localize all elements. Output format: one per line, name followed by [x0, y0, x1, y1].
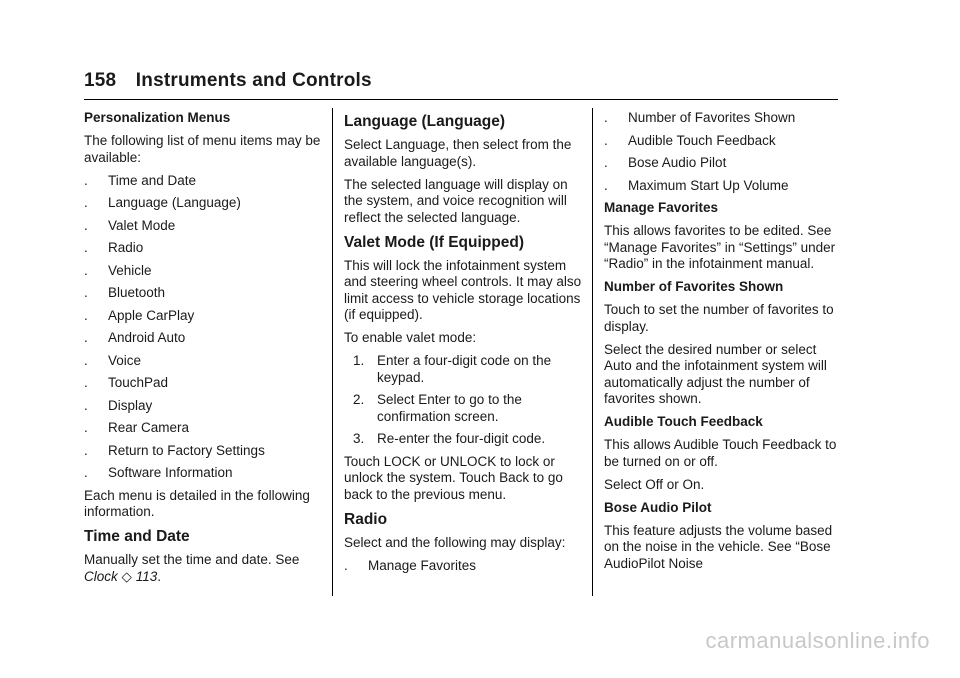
bose-audio-pilot-text: This feature adjusts the volume based on the noise in the vehicle. See “Bose AudioPilot Noise [604, 522, 833, 571]
bullet: . [84, 195, 88, 210]
valet-heading: Valet Mode (If Equipped) [344, 233, 524, 251]
bullet: . [84, 465, 88, 480]
bullet: . [344, 557, 348, 573]
column-3 [604, 110, 840, 579]
bullet: . [84, 442, 88, 458]
bullet: . [84, 375, 88, 390]
step-item: 3. Re-enter the four-digit code. [353, 431, 546, 446]
number-favorites-text-2: Select the desired number or select Auto and the infotainment system will automatically adjust the number of favorites shown. [604, 341, 827, 406]
bullet: . [604, 132, 608, 148]
time-date-text: Manually set the time and date. See Clock ◇ 113. [84, 552, 300, 584]
bullet: . [84, 262, 88, 278]
audible-feedback-heading: Audible Touch Feedback [604, 414, 763, 429]
bullet: . [604, 110, 608, 125]
list-item: . Bose Audio Pilot [604, 155, 727, 170]
list-item: . Language (Language) [84, 195, 241, 210]
step-item: 1. Enter a four-digit code on the keypad. [353, 353, 552, 385]
list-item: . Audible Touch Feedback [604, 132, 776, 148]
bullet: . [84, 240, 88, 255]
radio-list-continued [604, 110, 840, 194]
list-item: . Vehicle [84, 262, 152, 278]
personalization-intro: The following list of menu items may be available: [84, 133, 321, 165]
bullet: . [84, 330, 88, 345]
list-item: . Return to Factory Settings [84, 442, 265, 458]
bullet: . [604, 177, 608, 193]
number-favorites-heading: Number of Favorites Shown [604, 279, 784, 294]
page-number: 158 [84, 70, 117, 91]
list-item: . Rear Camera [84, 420, 190, 435]
radio-list [344, 558, 582, 575]
list-item: . Maximum Start Up Volume [604, 177, 789, 193]
bullet: . [84, 172, 88, 188]
audible-feedback-text-2: Select Off or On. [604, 476, 705, 492]
valet-text-2: To enable valet mode: [344, 330, 477, 345]
header-rule [84, 99, 838, 100]
bullet: . [84, 420, 88, 435]
page-header [84, 70, 372, 92]
list-item: . TouchPad [84, 375, 169, 390]
audible-feedback-text: This allows Audible Touch Feedback to be turned on or off. [604, 437, 837, 469]
list-item: . Display [84, 397, 153, 413]
valet-text-3: Touch LOCK or UNLOCK to lock or unlock the system. Touch Back to go back to the previous menu. [344, 453, 563, 502]
list-item: . Software Information [84, 465, 233, 480]
list-item: . Number of Favorites Shown [604, 110, 796, 125]
bose-audio-pilot-heading: Bose Audio Pilot [604, 499, 712, 515]
list-item: . Manage Favorites [344, 557, 477, 573]
bullet: . [84, 352, 88, 368]
column-divider-1 [332, 108, 333, 596]
bullet: . [604, 155, 608, 170]
language-text-1: Select Language, then select from the available language(s). [344, 137, 572, 169]
clock-reference-link[interactable]: Clock [84, 568, 118, 584]
step-item: 2. Select Enter to go to the confirmation screen. [353, 392, 522, 424]
column-divider-2 [592, 108, 593, 596]
column-1 [84, 110, 322, 592]
manage-favorites-text: This allows favorites to be edited. See “Manage Favorites” in “Settings” under “Radio” in the infotainment manual. [604, 223, 836, 271]
language-heading: Language (Language) [344, 113, 506, 130]
personalization-heading: Personalization Menus [84, 110, 231, 125]
bullet: . [84, 397, 88, 413]
list-item: . Android Auto [84, 330, 186, 345]
bullet: . [84, 217, 88, 233]
personalization-outro: Each menu is detailed in the following information. [84, 487, 310, 519]
clock-page-ref: 113 [135, 568, 158, 584]
page-ref-icon: ◇ [121, 568, 132, 584]
section-title: Instruments and Controls [135, 70, 372, 91]
list-item: . Voice [84, 352, 142, 368]
bullet: . [84, 307, 88, 323]
radio-text: Select and the following may display: [344, 534, 566, 550]
column-2 [344, 110, 582, 580]
list-item: . Valet Mode [84, 217, 176, 233]
valet-steps [344, 353, 582, 448]
number-favorites-text-1: Touch to set the number of favorites to display. [604, 302, 834, 334]
manage-favorites-heading: Manage Favorites [604, 200, 719, 215]
bullet: . [84, 285, 88, 300]
list-item: . Apple CarPlay [84, 307, 195, 323]
radio-heading: Radio [344, 510, 388, 528]
list-item: . Bluetooth [84, 285, 166, 300]
language-text-2: The selected language will display on the system, and voice recognition will reflect the selected language. [344, 176, 568, 225]
menu-list [84, 173, 322, 482]
watermark: carmanualsonline.info [705, 628, 930, 653]
list-item: . Radio [84, 240, 144, 255]
time-date-heading: Time and Date [84, 528, 190, 545]
list-item: . Time and Date [84, 172, 197, 188]
valet-text-1: This will lock the infotainment system and steering wheel controls. It may also limit access to vehicle storage locations (if equipped). [344, 257, 582, 322]
